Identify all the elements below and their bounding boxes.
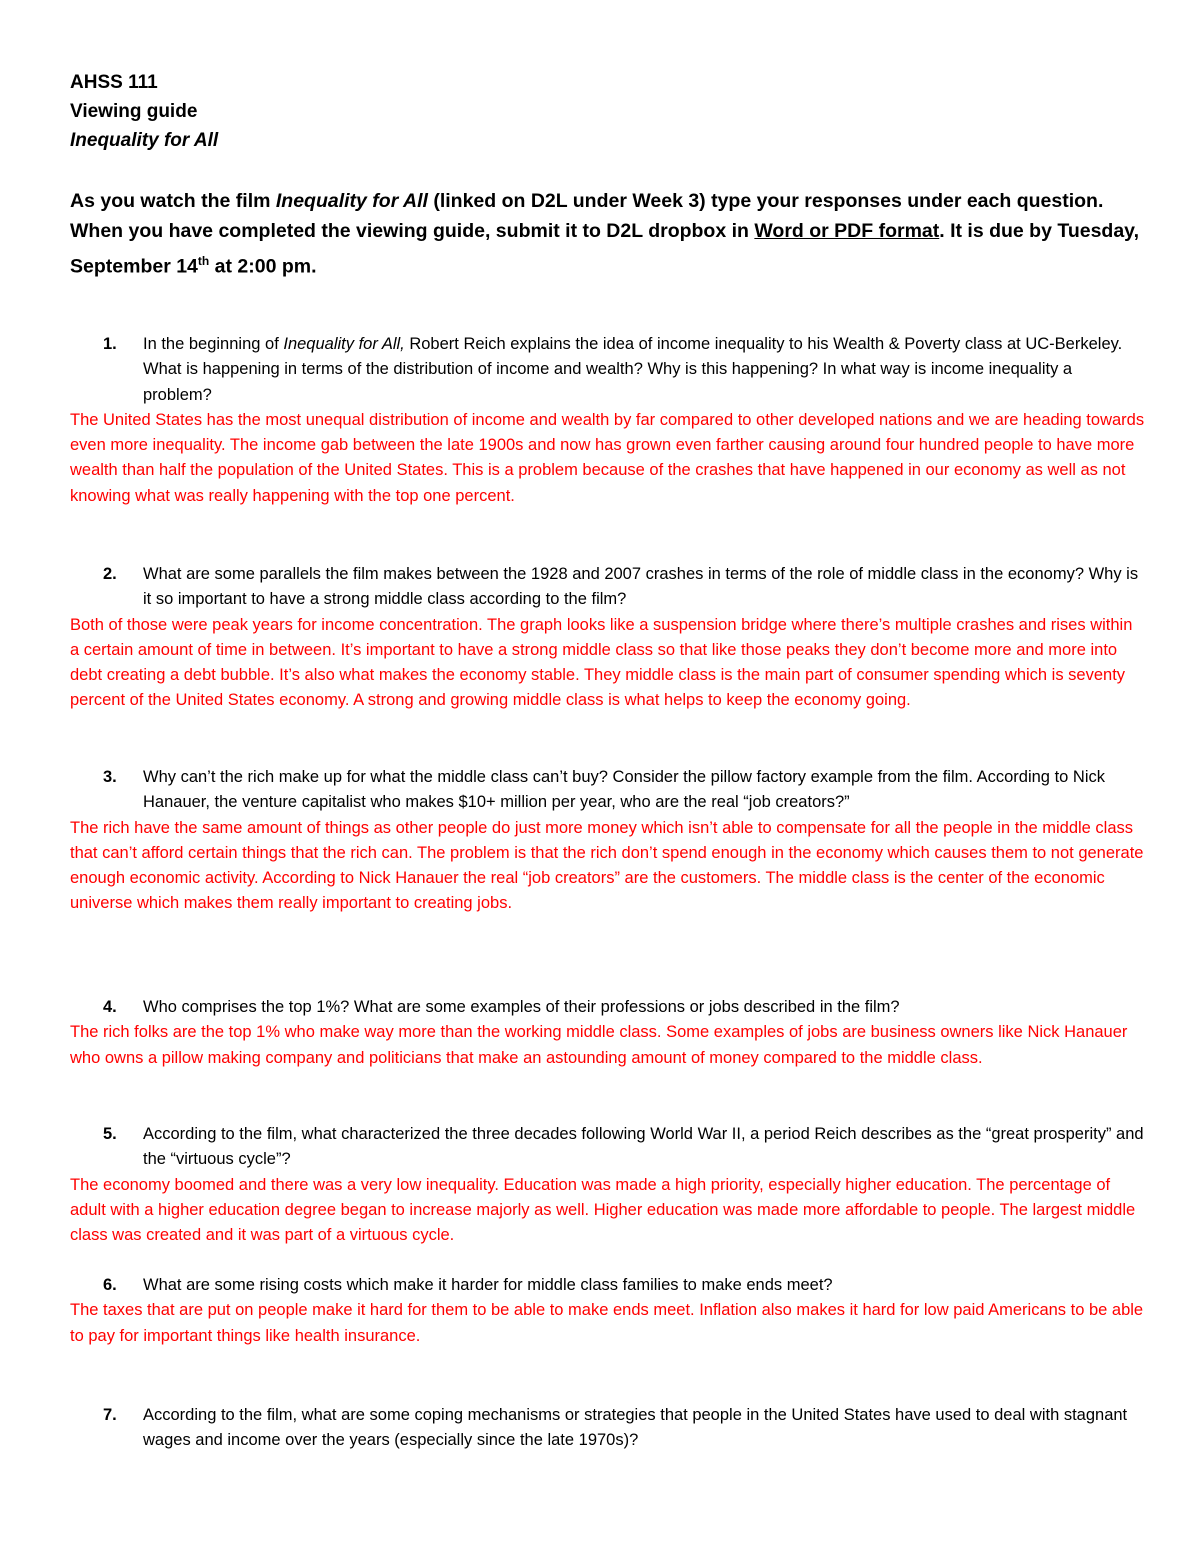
- question-3: [70, 765, 1145, 816]
- question-number: 2.: [103, 565, 117, 583]
- question-block-1: [70, 332, 1145, 509]
- question-block-5: [70, 1122, 1145, 1248]
- answer-5: The economy boomed and there was a very low inequality. Education was made a high priority, especially higher education. The percentage of adult with a higher education degree began to increase majorly as well. Higher education was made more affordable to people. The largest middle class was created and it was part of a virtuous cycle.: [70, 1175, 1136, 1245]
- question-5: [70, 1122, 1145, 1173]
- intro-text-3: . It is due by Tuesday, September 14: [70, 220, 1139, 278]
- question-number: 7.: [103, 1406, 117, 1424]
- question-text: Why can’t the rich make up for what the middle class can’t buy? Consider the pillow factory example from the film. According to Nick Hanauer, the venture capitalist who makes $10+ million per year, who are the real “job creators?”: [143, 768, 1105, 812]
- question-block-4: [70, 995, 1145, 1071]
- question-number: 3.: [103, 768, 117, 786]
- question-1: [70, 332, 1145, 408]
- question-block-6: [70, 1273, 1145, 1349]
- format-requirement: Word or PDF format: [754, 220, 940, 242]
- question-7: [70, 1403, 1145, 1454]
- question-text-italic: Inequality for All,: [283, 335, 405, 353]
- question-block-3: [70, 765, 1145, 917]
- answer-2: Both of those were peak years for income concentration. The graph looks like a suspension bridge where there’s multiple crashes and rises within a certain amount of time in between. It’s important to have a strong middle class so that like those peaks they don’t become more and more into debt creating a debt bubble. It’s also what makes the economy stable. They middle class is the main part of consumer spending which is seventy percent of the United States economy. A strong and growing middle class is what helps to keep the economy going.: [70, 615, 1133, 710]
- question-block-2: [70, 562, 1145, 714]
- question-text: According to the film, what are some coping mechanisms or strategies that people in the United States have used to deal with stagnant wages and income over the years (especially since the late 1970s)?: [143, 1406, 1128, 1450]
- question-block-7: [70, 1403, 1145, 1454]
- question-2: [70, 562, 1145, 613]
- question-number: 5.: [103, 1125, 117, 1143]
- intro-text-4: at 2:00 pm.: [209, 255, 317, 278]
- intro-text-1: As you watch the film: [70, 190, 276, 212]
- question-text-cont: Robert Reich explains the idea of income inequality to his Wealth & Poverty class at UC-Berkeley. What is happening in terms of the distribution of income and wealth? Why is this happening? In what way is income inequality a problem?: [143, 335, 1123, 404]
- question-text: What are some parallels the film makes between the 1928 and 2007 crashes in terms of the role of middle class in the economy? Why is it so important to have a strong middle class according to the film?: [143, 565, 1139, 609]
- question-text: Who comprises the top 1%? What are some examples of their professions or jobs described in the film?: [143, 998, 900, 1016]
- question-text: In the beginning of: [143, 335, 284, 353]
- answer-4: The rich folks are the top 1% who make way more than the working middle class. Some examples of jobs are business owners like Nick Hanauer who owns a pillow making company and politicians that make an astounding amount of money compared to the middle class.: [70, 1023, 1128, 1067]
- answer-1: The United States has the most unequal distribution of income and wealth by far compared to other developed nations and we are heading towards even more inequality. The income gab between the late 1900s and now has grown even farther causing around four hundred people to have more wealth than half the population of the United States. This is a problem because of the crashes that have happened in our economy as well as not knowing what was really happening with the top one percent.: [70, 410, 1145, 505]
- instructions-paragraph: [70, 186, 1140, 282]
- question-number: 1.: [103, 335, 117, 353]
- question-4: [70, 995, 1145, 1020]
- question-text: What are some rising costs which make it harder for middle class families to make ends meet?: [143, 1276, 833, 1294]
- document-header: [70, 68, 218, 155]
- course-code: AHSS 111: [70, 72, 158, 93]
- question-number: 6.: [103, 1276, 117, 1294]
- intro-text-2: (linked on D2L under Week 3) type your responses under each question. When you have completed the viewing guide, submit it to D2L dropbox in: [70, 190, 1104, 242]
- question-6: [70, 1273, 1145, 1298]
- date-superscript: th: [197, 254, 210, 268]
- answer-6: The taxes that are put on people make it hard for them to be able to make ends meet. Inflation also makes it hard for low paid Americans to be able to pay for important things like health insurance.: [70, 1301, 1144, 1345]
- film-title: Inequality for All: [70, 130, 219, 151]
- guide-subtitle: Viewing guide: [70, 101, 198, 122]
- question-text: According to the film, what characterized the three decades following World War II, a period Reich describes as the “great prosperity” and the “virtuous cycle”?: [143, 1125, 1144, 1169]
- intro-film-title: Inequality for All: [275, 190, 428, 212]
- question-number: 4.: [103, 998, 117, 1016]
- answer-3: The rich have the same amount of things as other people do just more money which isn’t able to compensate for all the people in the middle class that can’t afford certain things that the rich can. The problem is that the rich don’t spend enough in the economy which causes them to not generate enough economic activity. According to Nick Hanauer the real “job creators” are the customers. The middle class is the center of the economic universe which makes them really important to creating jobs.: [70, 818, 1144, 913]
